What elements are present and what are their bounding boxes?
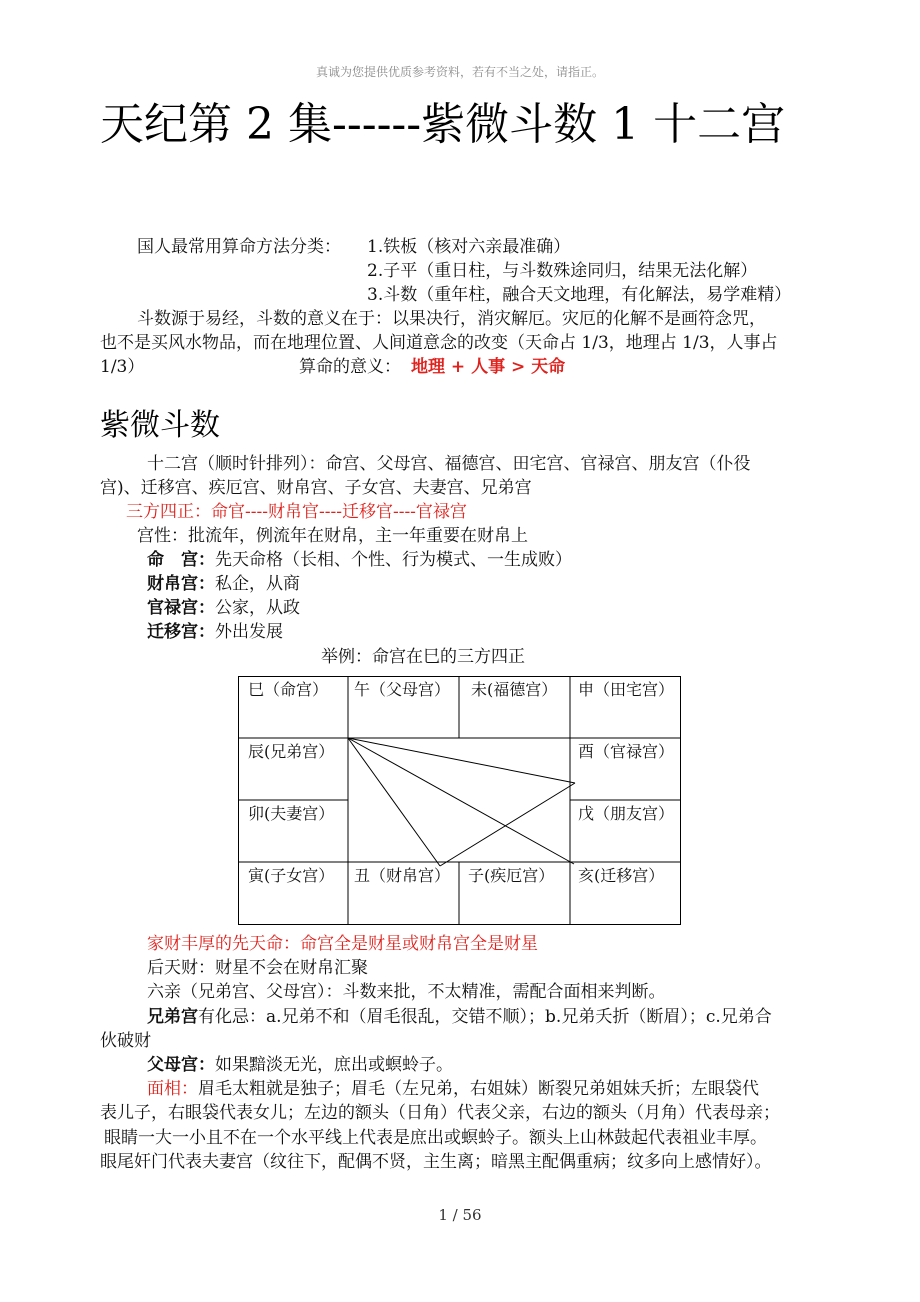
mianxiang-line-cont: 表儿子，右眼袋代表女儿；左边的额头（日角）代表父亲，右边的额头（月角）代表母亲； — [100, 1103, 780, 1123]
mianxiang-line — [147, 1077, 759, 1101]
palace-cell-mao: 卯(夫妻宫） — [248, 804, 335, 823]
palace-chart-lines — [238, 676, 681, 925]
intro-paragraph-line: 斗数源于易经，斗数的意义在于：以果决行，消灾解厄。灾厄的化解不是画符念咒， — [137, 309, 766, 329]
palace-chart — [238, 676, 681, 925]
palaces-line: 宫)、迁移宫、疾厄宫、财帛宫、子女宫、夫妻宫、兄弟宫 — [100, 478, 532, 498]
meaning-label: 算命的意义： — [299, 357, 401, 377]
palace-cell-you: 酉（官禄宫） — [578, 742, 675, 761]
palace-desc: 私企，从商 — [215, 574, 300, 594]
sanfang-line: 三方四正：命官----财帛官----迁移官----官禄宫 — [126, 502, 467, 522]
xiongdi-term: 兄弟宫 — [147, 1007, 198, 1027]
palace-cell-shen: 申（田宅宫） — [578, 680, 675, 699]
intro-paragraph-line: 也不是买风水物品，而在地理位置、人间道意念的改变（天命占 1/3，地理占 1/3，人事占 — [100, 333, 778, 353]
palace-definition — [147, 596, 300, 620]
palace-desc: 先天命格（长相、个性、行为模式、一生成败） — [215, 550, 572, 570]
palace-cell-zi: 子(疾厄宫） — [468, 866, 555, 885]
palace-desc: 公家，从政 — [215, 598, 300, 618]
method-item: 1.铁板（核对六亲最准确） — [367, 237, 571, 257]
palace-definition — [147, 620, 283, 644]
palace-cell-wei: 未(福德宫） — [471, 680, 558, 699]
section-heading: 紫微斗数 — [100, 408, 220, 443]
palace-definition — [147, 548, 572, 572]
method-item: 2.子平（重日柱，与斗数殊途同归，结果无法化解） — [367, 261, 758, 281]
mianxiang-desc: 眉毛太粗就是独子；眉毛（左兄弟，右姐妹）断裂兄弟姐妹夭折；左眼袋代 — [198, 1079, 759, 1099]
palace-cell-yin: 寅(子女宫） — [248, 866, 335, 885]
palace-term: 官禄宫： — [147, 598, 215, 618]
xiongdi-desc: 有化忌：a.兄弟不和（眉毛很乱，交错不顺）；b.兄弟夭折（断眉）；c.兄弟合 — [198, 1007, 772, 1027]
mianxiang-line-cont: 眼尾奸门代表夫妻宫（纹往下，配偶不贤，主生离；暗黑主配偶重病；纹多向上感情好）。 — [100, 1152, 772, 1172]
palace-cell-chou: 丑（财帛宫） — [354, 866, 451, 885]
palace-term: 命 宫： — [147, 550, 215, 570]
palace-cell-xu: 戊（朋友宫） — [578, 804, 675, 823]
palace-cell-wu: 午（父母宫） — [354, 680, 451, 699]
palace-term: 迁移宫： — [147, 622, 215, 642]
fumu-term: 父母宫： — [147, 1055, 215, 1075]
houtian-line: 后天财：财星不会在财帛汇聚 — [147, 958, 368, 978]
intro-paragraph-line: 1/3） — [100, 357, 145, 377]
methods-label: 国人最常用算命方法分类： — [137, 237, 341, 257]
wealth-note: 家财丰厚的先天命：命宫全是财星或财帛宫全是财星 — [147, 934, 538, 954]
palace-cell-chen: 辰(兄弟宫） — [248, 742, 335, 761]
method-item: 3.斗数（重年柱，融合天文地理，有化解法，易学难精） — [367, 285, 792, 305]
xiongdi-line-cont: 伙破财 — [100, 1031, 151, 1051]
header-note: 真诚为您提供优质参考资料，若有不当之处，请指正。 — [315, 65, 604, 79]
palace-cell-si: 巳（命宫） — [248, 680, 329, 699]
mianxiang-line-cont: 眼睛一大一小且不在一个水平线上代表是庶出或螟蛉子。额头上山林鼓起代表祖业丰厚。 — [104, 1128, 767, 1148]
palaces-line: 十二宫（顺时针排列）：命宫、父母宫、福德宫、田宅宫、官禄宫、朋友宫（仆役 — [147, 454, 751, 474]
fumu-desc: 如果黯淡无光，庶出或螟蛉子。 — [215, 1055, 453, 1075]
palace-desc: 外出发展 — [215, 622, 283, 642]
gongxing-line: 宫性：批流年，例流年在财帛，主一年重要在财帛上 — [137, 526, 528, 546]
palace-cell-hai: 亥(迁移宫） — [578, 866, 665, 885]
palace-definition — [147, 572, 300, 596]
document-title: 天纪第 2 集------紫微斗数 1 十二宫 — [100, 99, 786, 150]
fumu-line — [147, 1053, 453, 1077]
page-number: 1 / 56 — [438, 1206, 482, 1224]
palace-term: 财帛宫： — [147, 574, 215, 594]
liuqin-line: 六亲（兄弟宫、父母宫）：斗数来批，不太精准，需配合面相来判断。 — [147, 982, 666, 1002]
xiongdi-line — [147, 1005, 772, 1029]
example-caption: 举例：命宫在巳的三方四正 — [321, 647, 525, 667]
mianxiang-term: 面相： — [147, 1079, 198, 1099]
meaning-formula: 地理 + 人事 > 天命 — [411, 357, 566, 377]
